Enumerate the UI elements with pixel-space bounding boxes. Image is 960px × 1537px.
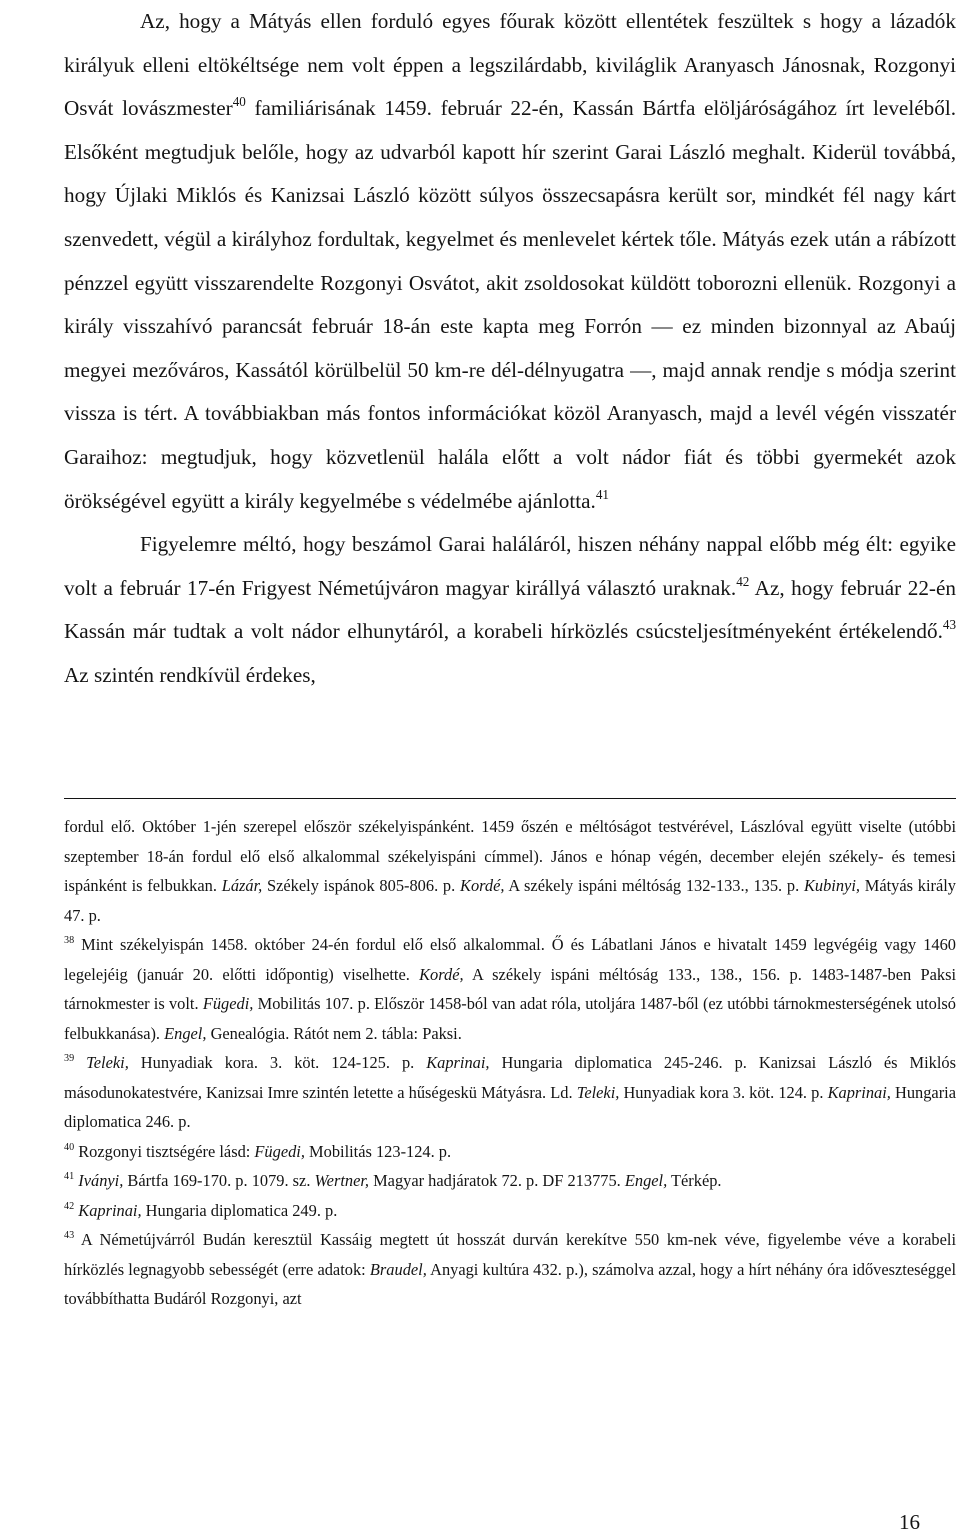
page-number: 16 bbox=[899, 1510, 920, 1534]
author-name: Wertner, bbox=[314, 1171, 370, 1190]
paragraph-1 bbox=[64, 0, 956, 523]
text-run: Genealógia. Rátót nem 2. tábla: Paksi. bbox=[206, 1023, 462, 1043]
main-text bbox=[64, 0, 956, 698]
author-name: Braudel, bbox=[369, 1259, 427, 1279]
footnote-separator bbox=[64, 798, 956, 799]
text-run: familiárisának 1459. február 22-én, Kassán Bártfa elöljáróságához írt leveléből. Elsőként megtudjuk belőle, hogy az udvarból kapott hír szerint Garai László meghalt. Kiderül továbbá, hogy Újlaki Miklós és Kanizsai László között súlyos összecsapásra került sor, mindkét fél nagy kárt szenvedett, végül a királyhoz fordultak, kegyelmet és menlevelet kértek tőle. Mátyás ezek után a rábízott pénzzel együtt visszarendelte Rozgonyi Osvátot, akit zsoldosokat küldött toborozni ellenük. Rozgonyi a király visszahívó parancsát február 18-án este kapta meg Forrón — ez minden bizonnyal az Abaúj megyei mezőváros, Kassától körülbelül 50 km-re dél-délnyugatra —, majd annak rendje s módja szerint vissza is tért. A továbbiakban más fontos információkat közöl Aranyasch, majd a levél végén visszatér Garaihoz: megtudjuk, hogy közvetlenül halála előtt a volt nádor fiát és többi gyermekét azok örökségével együtt a király kegyelmébe s védelmébe ajánlotta. bbox=[64, 96, 956, 513]
text-run: Az, hogy február 22-én Kassán már tudtak a volt nádor elhunytáról, a korabeli hírközlés csúcsteljesítményeként értékelendő. bbox=[64, 575, 956, 644]
text-run: Rozgonyi tisztségére lásd: bbox=[74, 1141, 255, 1161]
author-name: Fügedi, bbox=[254, 1141, 305, 1161]
text-run: Figyelemre méltó, hogy beszámol Garai haláláról, hiszen néhány nappal előbb még élt: egyike volt a február 17-én Frigyest Németújváron magyar királlyá választó uraknak. bbox=[64, 532, 956, 600]
author-name: Kaprinai, bbox=[827, 1082, 891, 1102]
author-name: Kubinyi, bbox=[803, 876, 860, 895]
text-run: fordul elő. Október 1-jén szerepel először székelyispánként. 1459 őszén e méltóságot testvérével, Lászlóval együtt viselte (utóbbi szeptember 18-án fordul elő első alkalommal székelyispáni címmel). János e hónap végén, december elején székely- és temesi ispánként is felbukkan. bbox=[64, 817, 956, 895]
author-name: Kaprinai, bbox=[78, 1200, 142, 1220]
footnote-42 bbox=[64, 1196, 956, 1226]
text-run: Hungaria diplomatica 249. p. bbox=[141, 1200, 338, 1220]
footnote-ref-40[interactable]: 40 bbox=[232, 94, 246, 109]
footnote-ref-43[interactable]: 43 bbox=[942, 617, 956, 633]
text-run: Mátyás király 47. p. bbox=[64, 876, 956, 925]
author-name: Iványi, bbox=[78, 1171, 124, 1190]
author-name: Fügedi, bbox=[202, 994, 254, 1013]
author-name: Engel, bbox=[624, 1171, 668, 1190]
footnote-number: 41 bbox=[64, 1170, 75, 1182]
text-run: Hungaria diplomatica 246. p. bbox=[64, 1082, 956, 1131]
footnote-number: 38 bbox=[64, 934, 75, 946]
footnote-number: 39 bbox=[64, 1052, 75, 1064]
text-run: A székely ispáni méltóság 132-133., 135. p. bbox=[504, 876, 804, 895]
author-name: Kordé, bbox=[419, 964, 464, 984]
text-run: A Németújvárról Budán keresztül Kassáig megtett út hosszát durván kerekítve 550 km-nek véve, figyelembe véve a korabeli hírközlés legnagyobb sebességét (erre adatok: bbox=[64, 1230, 956, 1279]
footnote-38 bbox=[64, 930, 956, 1048]
author-name: Kaprinai, bbox=[426, 1053, 490, 1072]
text-run: A székely ispáni méltóság 133., 138., 156. p. 1483-1487-ben Paksi tárnokmester is volt. bbox=[64, 964, 957, 1013]
text-run: Az szintén rendkívül érdekes, bbox=[64, 662, 316, 687]
footnote-ref-41[interactable]: 41 bbox=[595, 486, 609, 502]
text-run: Mobilitás 107. p. Először 1458-ból van adat róla, utoljára 1487-ből (ez utóbbi tárnokmesterségének utolsó felbukkanása). bbox=[64, 994, 956, 1043]
footnote-43 bbox=[64, 1225, 956, 1314]
text-run: Bártfa 169-170. p. 1079. sz. bbox=[123, 1171, 315, 1190]
text-run: Anyagi kultúra 432. p.), számolva azzal, hogy a hírt néhány óra időveszteséggel továbbíthatta Budáról Rozgonyi, azt bbox=[64, 1259, 956, 1308]
text-run: Hunyadiak kora. 3. köt. 124-125. p. bbox=[128, 1053, 427, 1072]
text-run: Hunyadiak kora 3. köt. 124. p. bbox=[619, 1082, 828, 1102]
author-name: Teleki, bbox=[576, 1082, 620, 1102]
author-name: Lázár, bbox=[221, 876, 263, 895]
text-run: Mobilitás 123-124. p. bbox=[304, 1141, 452, 1161]
footnotes bbox=[64, 812, 956, 1314]
text-run: Térkép. bbox=[667, 1171, 722, 1190]
text-run: Mint székelyispán 1458. október 24-én fordul elő első alkalommal. Ő és Lábatlani János e hivatalt 1459 legvégéig vagy 1460 legelejéig (január 20. előtti időpontig) viselhette. bbox=[64, 935, 956, 984]
text-run: Hungaria diplomatica 245-246. p. Kanizsai László és Miklós másodunokatestvére, Kanizsai Imre szintén letette a hűségeskü Mátyásra. Ld. bbox=[64, 1053, 956, 1102]
footnote-number: 42 bbox=[64, 1200, 75, 1212]
author-name: Kordé, bbox=[460, 876, 505, 895]
footnote-40 bbox=[64, 1137, 956, 1167]
text-run: Magyar hadjáratok 72. p. DF 213775. bbox=[369, 1171, 625, 1190]
footnote-continued bbox=[64, 812, 956, 930]
text-run: Az, hogy a Mátyás ellen forduló egyes főurak között ellentétek feszültek s hogy a lázadók királyuk elleni eltökéltsége nem volt éppen a legszilárdabb, kiviláglik Aranyasch Jánosnak, Rozgonyi Osvát lovászmester bbox=[64, 9, 956, 121]
author-name: Engel, bbox=[164, 1023, 207, 1043]
footnote-41 bbox=[64, 1166, 956, 1196]
footnote-number: 43 bbox=[64, 1229, 75, 1241]
footnote-number: 40 bbox=[64, 1141, 75, 1153]
footnote-ref-42[interactable]: 42 bbox=[736, 573, 750, 589]
paragraph-2 bbox=[64, 523, 956, 697]
footnote-39 bbox=[64, 1048, 956, 1137]
text-run: Székely ispánok 805-806. p. bbox=[262, 876, 461, 895]
author-name: Teleki, bbox=[86, 1053, 129, 1072]
